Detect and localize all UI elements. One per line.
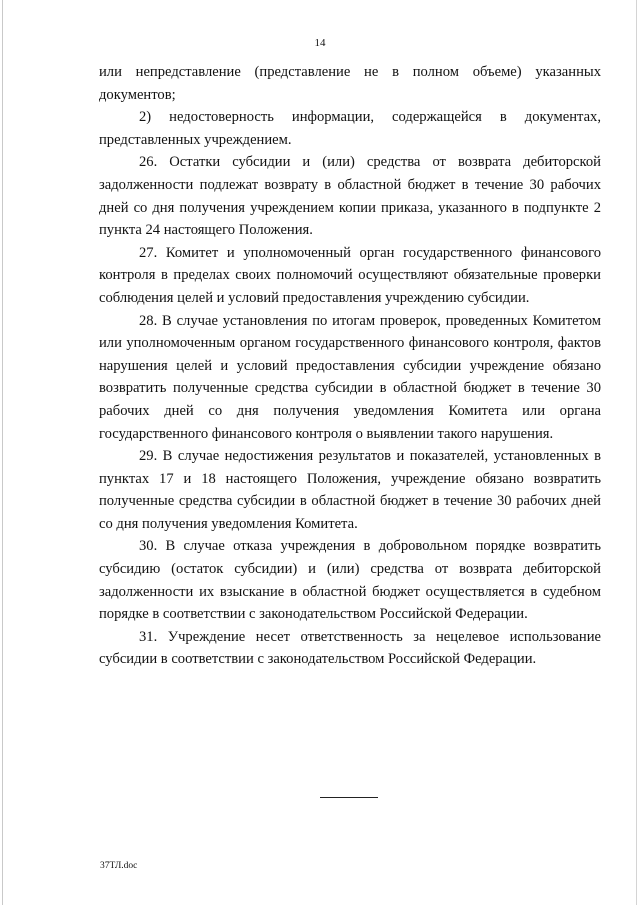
paragraph-26: 26. Остатки субсидии и (или) средства от возврата дебиторской задолженности подлежат возврату в областной бюджет в течение 30 рабочих дней со дня получения учреждением копии приказа, указанного в подпункте 2 пункта 24 настоящего Положения. (99, 154, 601, 239)
scan-edge-right (636, 0, 637, 905)
paragraph-30: 30. В случае отказа учреждения в добровольном порядке возвратить субсидию (остаток субсидии) и (или) средства от возврата дебиторской задолженности их взыскание в областной бюджет осуществляется в судебном порядке в соответствии с законодательством Российской Федерации. (99, 538, 601, 623)
document-body (99, 61, 601, 671)
paragraph-31: 31. Учреждение несет ответственность за нецелевое использование субсидии в соответствии с законодательством Российской Федерации. (99, 628, 601, 668)
scan-edge-left (2, 0, 3, 905)
footer-file-name: 37ТЛ.doc (100, 861, 138, 871)
paragraph-28: 28. В случае установления по итогам проверок, проведенных Комитетом или уполномоченным органом государственного финансового контроля, фактов нарушения целей и условий предоставления субсидии учреждение обязано возвратить полученные средства субсидии в областной бюджет в течение 30 рабочих дней со дня получения уведомления Комитета или органа государственного финансового контроля о выявлении такого нарушения. (99, 312, 601, 442)
end-of-text-rule (320, 797, 378, 798)
paragraph-item-2: 2) недостоверность информации, содержащейся в документах, представленных учреждением. (99, 109, 601, 148)
paragraph-27: 27. Комитет и уполномоченный орган государственного финансового контроля в пределах своих полномочий осуществляют обязательные проверки соблюдения целей и условий предоставления учреждению субсидии. (99, 244, 601, 306)
paragraph-continuation: или непредставление (представление не в полном объеме) указанных документов; (99, 64, 601, 103)
page-number: 14 (314, 37, 326, 49)
paragraph-29: 29. В случае недостижения результатов и показателей, установленных в пунктах 17 и 18 настоящего Положения, учреждение обязано возвратить полученные средства субсидии в областной бюджет в течение 30 рабочих дней со дня получения уведомления Комитета. (99, 448, 601, 532)
